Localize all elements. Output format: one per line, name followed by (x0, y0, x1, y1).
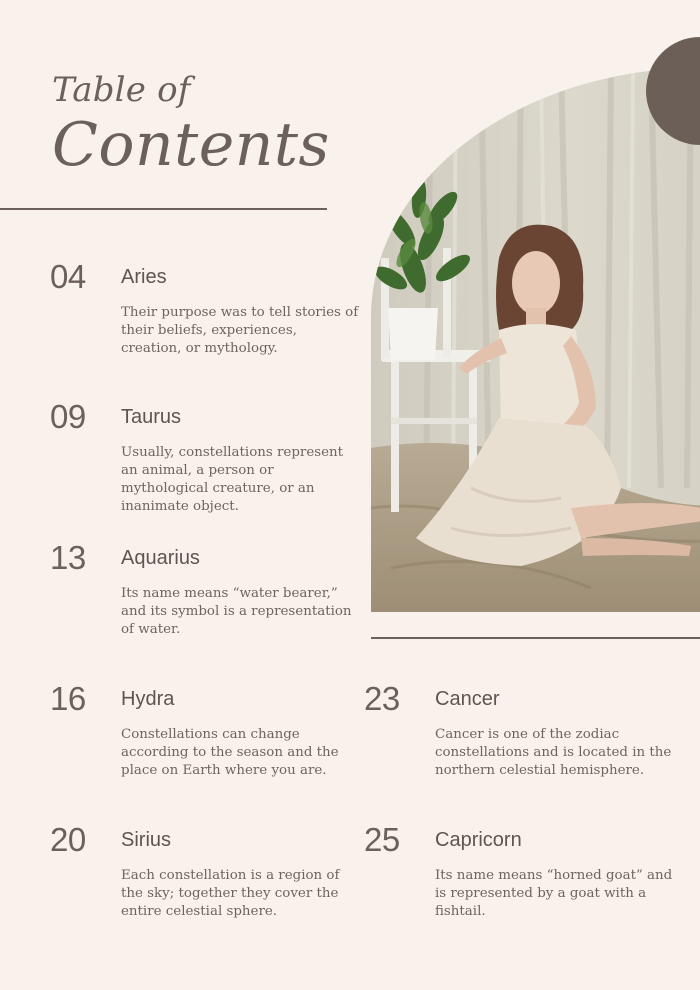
cover-photo (371, 68, 700, 612)
section-title: Hydra (121, 688, 175, 710)
section-title: Aquarius (121, 547, 200, 569)
section-description: Their purpose was to tell stories of their beliefs, experiences, creation, or mythology. (121, 305, 359, 356)
divider-top (0, 208, 327, 210)
page-number: 25 (364, 821, 400, 858)
section-title: Sirius (121, 829, 172, 851)
section-description: Each constellation is a region of the sky; together they cover the entire celestial sphere. (121, 868, 340, 919)
page-title: Contents (52, 110, 330, 180)
page-number: 23 (364, 680, 400, 717)
section-description: Cancer is one of the zodiac constellations and is located in the northern celestial hemisphere. (435, 727, 672, 778)
section-title: Aries (121, 266, 167, 288)
title-line-1: Table of (52, 70, 191, 110)
page-number: 09 (50, 398, 86, 435)
page-number: 13 (50, 539, 86, 576)
divider-middle (371, 637, 700, 639)
page-number: 16 (50, 680, 86, 717)
section-title: Capricorn (435, 829, 522, 851)
photo-illustration (371, 68, 700, 612)
section-title: Cancer (435, 688, 500, 710)
section-description: Usually, constellations represent an animal, a person or mythological creature, or an inanimate object. (121, 445, 344, 514)
section-title: Taurus (121, 406, 182, 428)
section-description: Its name means “water bearer,” and its symbol is a representation of water. (121, 586, 352, 637)
section-description: Constellations can change according to the season and the place on Earth where you are. (121, 727, 339, 778)
section-description: Its name means “horned goat” and is represented by a goat with a fishtail. (435, 868, 673, 919)
page-number: 20 (50, 821, 86, 858)
page-number: 04 (50, 258, 86, 295)
